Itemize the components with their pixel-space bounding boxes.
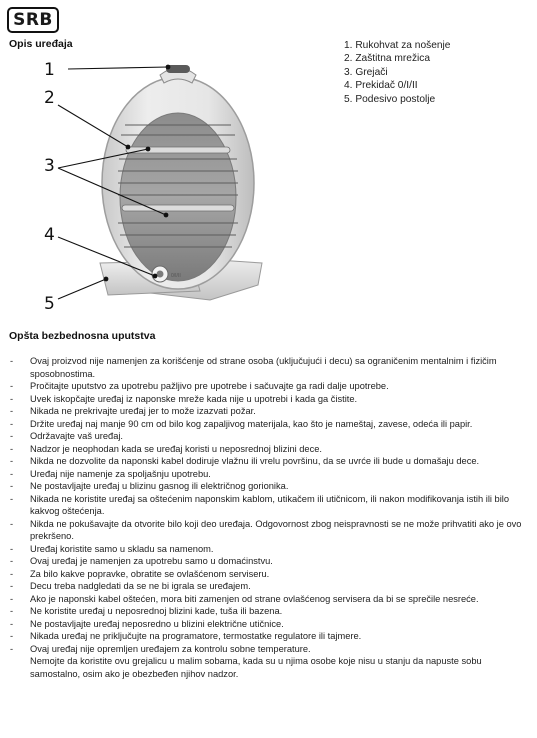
safety-item: - Uređaj nije namenje za spoljašnju upotrebu. (10, 468, 528, 481)
safety-item: - Održavajte vaš uređaj. (10, 430, 528, 443)
callout-1: 1 (44, 60, 55, 80)
heater-illustration (0, 55, 300, 315)
safety-item: - Za bilo kakve popravke, obratite se ovlašćenom serviseru. (10, 568, 528, 581)
part-item: 3. Grejači (344, 66, 388, 78)
safety-item-continuation: Nemojte da koristite ovu grejalicu u malim sobama, kada su u njima osobe koje nisu u stanju da napuste sobu samostalno, osim ako je obezbeđen njihov nadzor. (30, 656, 482, 679)
safety-item: - Decu treba nadgledati da se ne bi igrala se uređajem. (10, 580, 528, 593)
safety-item: - Ovaj proizvod nije namenjen za korišćenje od strane osoba (uključujući i decu) sa ograničenim mentalnim i fizičim sposobnostima. (10, 355, 528, 380)
safety-item: - Ovaj uređaj je namenjen za upotrebu samo u domaćinstvu. (10, 555, 528, 568)
part-item: 2. Zaštitna mrežica (344, 53, 431, 65)
device-description-title: Opis uređaja (9, 38, 73, 50)
safety-item: - Nikada ne prekrivajte uređaj jer to može izazvati požar. (10, 405, 528, 418)
callout-4: 4 (44, 225, 55, 245)
callout-5: 5 (44, 294, 55, 314)
safety-item: - Nikda ne pokušavajte da otvorite bilo koji deo uređaja. Odgovornost zbog neispravnosti se ne može prihvatiti ako je ovo prekršeno. (10, 518, 528, 543)
safety-instructions-title: Opšta bezbednosna uputstva (9, 330, 156, 342)
safety-item: - Ne koristite uređaj u neposrednoj blizini kade, tuša ili bazena. (10, 605, 528, 618)
safety-item: - Nadzor je neophodan kada se uređaj koristi u neposrednoj blizini dece. (10, 443, 528, 456)
safety-item: - Ne postavljajte uređaj u blizinu gasnog ili električnog gorionika. (10, 480, 528, 493)
part-item: 5. Podesivo postolje (344, 93, 436, 105)
part-item: 1. Rukohvat za nošenje (344, 40, 451, 51)
language-badge: SRB (7, 7, 59, 33)
safety-item: - Nikada uređaj ne priključujte na programatore, termostatke regulatore ili tajmere. (10, 630, 528, 643)
parts-list (344, 39, 450, 106)
safety-item: - Pročitajte uputstvo za upotrebu pažljivo pre upotrebe i sačuvajte ga radi dalje upotrebe. (10, 380, 528, 393)
safety-item: - Ovaj uređaj nije opremljen uređajem za kontrolu sobne temperature. (10, 643, 528, 656)
callout-3: 3 (44, 156, 55, 176)
part-item: 4. Prekidač 0/I/II (344, 80, 418, 92)
safety-item: - Držite uređaj naj manje 90 cm od bilo kog zapaljivog materijala, kao što je nameštaj, zavese, odeća ili papir. (10, 418, 528, 431)
safety-item: - Ako je naponski kabel oštećen, mora biti zamenjen od strane ovlašćenog servisera da bi se sprečile nesreće. (10, 593, 528, 606)
safety-item: - Uvek iskopčajte uređaj iz naponske mreže kada nije u upotrebi i kada ga čistite. (10, 393, 528, 406)
safety-item: - Ne postavljajte uređaj neposredno u blizini električne utičnice. (10, 618, 528, 631)
selector-marks: 0/I/II (171, 273, 181, 279)
safety-item: - Nikada ne koristite uređaj sa oštećenim naponskim kablom, utikačem ili utičnicom, ili nakon modifikovanja istih ili bilo kakvog oštećenja. (10, 493, 528, 518)
callout-2: 2 (44, 88, 55, 108)
safety-item: - Uređaj koristite samo u skladu sa namenom. (10, 543, 528, 556)
safety-instructions-list (10, 355, 528, 680)
safety-item: - Nikda ne dozvolite da naponski kabel dodiruje vlažnu ili vrelu površinu, da se uvrće ili bude u domašaju dece. (10, 455, 528, 468)
